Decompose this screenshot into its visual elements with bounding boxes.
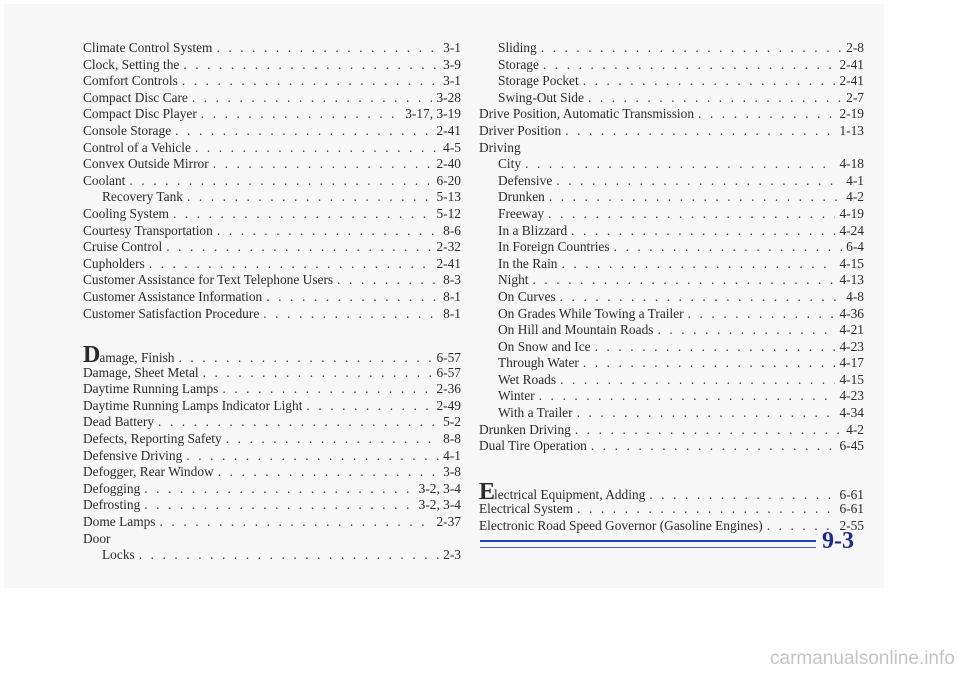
index-entry xyxy=(83,156,461,173)
index-entry-text: Dome Lamps xyxy=(83,514,156,530)
footer-rule-thick xyxy=(480,540,816,542)
index-entry xyxy=(479,123,864,140)
index-entry-text: Defogger, Rear Window xyxy=(83,464,214,480)
index-entry xyxy=(479,223,864,240)
index-entry-text: Electrical System xyxy=(479,501,574,517)
dot-leader xyxy=(173,206,433,223)
index-entry-text: Convex Outside Mirror xyxy=(83,156,209,172)
dot-leader xyxy=(149,256,433,273)
index-entry xyxy=(83,448,461,465)
index-entry xyxy=(83,140,461,157)
dot-leader xyxy=(583,355,836,372)
index-entry-text: On Grades While Towing a Trailer xyxy=(498,305,684,321)
watermark: carmanualsonline.info xyxy=(770,648,955,669)
index-entry-page: 6-4 xyxy=(846,239,864,255)
index-entry xyxy=(479,501,864,518)
index-entry xyxy=(479,173,864,190)
index-entry-text: Swing-Out Side xyxy=(498,89,584,105)
index-entry xyxy=(83,431,461,448)
dot-leader xyxy=(543,57,836,74)
index-entry-page: 4-2 xyxy=(846,189,864,205)
index-entry-page: 6-57 xyxy=(436,350,461,366)
index-entry xyxy=(479,518,864,535)
index-entry xyxy=(83,40,461,57)
index-entry xyxy=(83,497,461,514)
index-entry-page: 3-2, 3-4 xyxy=(418,497,461,513)
dot-leader xyxy=(657,322,835,339)
index-entry-text: Customer Satisfaction Procedure xyxy=(83,305,260,321)
dot-leader xyxy=(575,422,842,439)
dot-leader xyxy=(560,289,842,306)
index-entry-page: 3-8 xyxy=(443,464,461,480)
dot-leader xyxy=(183,57,439,74)
index-entry-title xyxy=(479,438,587,455)
index-entry-title xyxy=(498,405,573,422)
dot-leader xyxy=(595,339,836,356)
dot-leader xyxy=(565,123,835,140)
index-entry-page: 3-2, 3-4 xyxy=(418,480,461,496)
index-entry xyxy=(479,57,864,74)
index-entry-page: 6-57 xyxy=(436,364,461,380)
dot-leader xyxy=(144,497,414,514)
dot-leader xyxy=(688,306,836,323)
index-entry-text: Storage xyxy=(498,56,539,72)
index-entry-text: Locks xyxy=(102,547,135,563)
index-entry-text: Defensive xyxy=(498,172,553,188)
index-entry-page: 8-1 xyxy=(443,305,461,321)
dot-leader xyxy=(591,438,836,455)
index-entry-text: Sliding xyxy=(498,40,537,55)
index-entry xyxy=(479,206,864,223)
index-entry-title xyxy=(479,501,573,518)
dot-leader xyxy=(541,40,842,57)
dot-leader xyxy=(548,206,835,223)
dot-leader xyxy=(266,289,439,306)
index-entry-page: 3-9 xyxy=(443,56,461,72)
index-entry-title xyxy=(83,306,259,323)
index-entry-text: Climate Control System xyxy=(83,40,213,55)
index-entry-page: 5-12 xyxy=(436,205,461,221)
section-letter: D xyxy=(83,342,100,369)
index-entry-text: Customer Assistance for Text Telephone Users xyxy=(83,272,334,288)
index-entry xyxy=(83,123,461,140)
index-entry xyxy=(479,140,864,157)
dot-leader xyxy=(539,388,836,405)
index-entry-title xyxy=(83,514,156,531)
index-entry-page: 3-17, 3-19 xyxy=(405,106,461,122)
index-entry-title xyxy=(498,372,556,389)
index-entry-text: Through Water xyxy=(498,355,579,371)
dot-leader xyxy=(571,223,835,240)
index-entry xyxy=(83,531,461,548)
index-entry xyxy=(83,398,461,415)
index-entry-title xyxy=(83,123,171,140)
index-entry-page: 2-7 xyxy=(846,89,864,105)
index-entry xyxy=(479,306,864,323)
dot-leader xyxy=(577,501,835,518)
left-index-column xyxy=(83,40,461,564)
dot-leader xyxy=(577,405,836,422)
index-entry-title xyxy=(479,422,571,439)
right-index-column xyxy=(479,40,864,535)
index-entry-text: Compact Disc Care xyxy=(83,89,188,105)
index-entry-text: On Hill and Mountain Roads xyxy=(498,322,654,338)
index-entry-title xyxy=(83,481,140,498)
dot-leader xyxy=(222,381,432,398)
index-entry-text: Defects, Reporting Safety xyxy=(83,431,222,447)
index-entry xyxy=(479,355,864,372)
index-entry-page: 2-32 xyxy=(436,239,461,255)
index-entry-page: 4-17 xyxy=(839,355,864,371)
index-entry-text: On Snow and Ice xyxy=(498,338,591,354)
index-entry xyxy=(83,342,461,369)
index-entry xyxy=(479,438,864,455)
index-entry-title xyxy=(83,223,213,240)
index-entry-text: Console Storage xyxy=(83,122,172,138)
index-entry-title xyxy=(498,322,653,339)
index-entry-page: 2-36 xyxy=(436,381,461,397)
index-entry-page: 4-2 xyxy=(846,421,864,437)
dot-leader xyxy=(139,547,439,564)
index-entry-title xyxy=(83,398,302,415)
index-entry xyxy=(479,256,864,273)
index-entry-text: Cooling System xyxy=(83,205,169,221)
index-entry-page: 1-13 xyxy=(839,122,864,138)
index-entry-text: Electronic Road Speed Governor (Gasoline Engines) xyxy=(479,518,763,534)
index-entry xyxy=(479,40,864,57)
index-entry-text: Cupholders xyxy=(83,255,145,271)
index-entry-title xyxy=(83,448,182,465)
index-entry-title xyxy=(498,223,567,240)
index-entry xyxy=(479,372,864,389)
index-entry-title xyxy=(83,289,262,306)
index-entry-page: 2-41 xyxy=(839,56,864,72)
index-entry-page: 3-1 xyxy=(443,73,461,89)
index-entry xyxy=(479,106,864,123)
index-entry-title xyxy=(498,272,529,289)
dot-leader xyxy=(337,272,439,289)
index-entry-title xyxy=(498,173,552,190)
dot-leader xyxy=(201,106,401,123)
index-entry-title xyxy=(498,388,535,405)
index-entry-title xyxy=(83,497,140,514)
index-entry-page: 3-1 xyxy=(443,40,461,55)
dot-leader xyxy=(166,239,432,256)
index-entry-page: 2-40 xyxy=(436,156,461,172)
index-entry xyxy=(479,388,864,405)
dot-leader xyxy=(187,189,432,206)
index-entry xyxy=(83,223,461,240)
index-entry-title xyxy=(498,355,579,372)
index-entry-page: 2-37 xyxy=(436,514,461,530)
index-entry-text: In a Blizzard xyxy=(498,222,568,238)
dot-leader xyxy=(698,106,835,123)
index-entry xyxy=(479,322,864,339)
index-entry-text: Freeway xyxy=(498,205,545,221)
index-group-e xyxy=(479,478,864,535)
index-entry-title xyxy=(498,206,544,223)
index-entry-title xyxy=(83,106,197,123)
index-entry-page: 8-6 xyxy=(443,222,461,238)
index-group-d xyxy=(83,342,461,564)
dot-leader xyxy=(216,40,439,57)
index-entry-title xyxy=(83,365,199,382)
dot-leader xyxy=(226,431,439,448)
index-entry-page: 2-3 xyxy=(443,547,461,563)
index-entry-title xyxy=(102,189,183,206)
index-entry-title xyxy=(83,90,188,107)
index-entry xyxy=(479,405,864,422)
index-entry-page: 2-55 xyxy=(839,518,864,534)
dot-leader xyxy=(588,90,842,107)
index-entry-title xyxy=(479,518,763,535)
index-entry xyxy=(479,239,864,256)
dot-leader xyxy=(556,173,842,190)
index-entry-page: 2-41 xyxy=(436,255,461,271)
index-entry-text: On Curves xyxy=(498,288,556,304)
index-entry-page: 4-15 xyxy=(839,255,864,271)
index-entry-page: 5-13 xyxy=(436,189,461,205)
dot-leader xyxy=(562,256,836,273)
index-entry-title xyxy=(83,57,179,74)
index-entry-page: 4-18 xyxy=(839,156,864,172)
index-entry-page: 2-19 xyxy=(839,106,864,122)
index-entry-page: 4-24 xyxy=(839,222,864,238)
index-entry-text: With a Trailer xyxy=(498,405,573,421)
index-entry-page: 5-2 xyxy=(443,414,461,430)
index-entry-text: Courtesy Transportation xyxy=(83,222,213,238)
dot-leader xyxy=(129,173,432,190)
dot-leader xyxy=(182,73,439,90)
index-entry xyxy=(479,73,864,90)
index-entry-title xyxy=(83,414,154,431)
index-entry-page: 4-13 xyxy=(839,272,864,288)
index-entry xyxy=(83,106,461,123)
index-entry xyxy=(83,57,461,74)
dot-leader xyxy=(560,372,835,389)
index-entry-text: Drunken xyxy=(498,189,545,205)
index-entry-page: 4-23 xyxy=(839,338,864,354)
index-entry-text: Drive Position, Automatic Transmission xyxy=(479,106,695,122)
index-entry-title xyxy=(102,547,135,564)
index-entry-title xyxy=(479,123,561,140)
index-entry-page: 4-23 xyxy=(839,388,864,404)
index-entry-text: Dual Tire Operation xyxy=(479,438,587,454)
index-entry-text: Defrosting xyxy=(83,497,141,513)
index-entry-title xyxy=(498,306,684,323)
index-entry-text: Cruise Control xyxy=(83,239,163,255)
index-entry-text: City xyxy=(498,156,522,172)
dot-leader xyxy=(614,239,843,256)
index-entry-title xyxy=(498,239,610,256)
dot-leader xyxy=(192,90,433,107)
index-entry xyxy=(83,547,461,564)
index-entry-page: 4-1 xyxy=(846,172,864,188)
dot-leader xyxy=(263,306,439,323)
index-entry xyxy=(83,514,461,531)
index-entry xyxy=(83,73,461,90)
index-entry-text: lectrical Equipment, Adding xyxy=(494,486,646,502)
index-group-c xyxy=(83,40,461,322)
index-entry-text: Compact Disc Player xyxy=(83,106,197,122)
index-entry-text: Daytime Running Lamps Indicator Light xyxy=(83,397,303,413)
index-entry-title xyxy=(498,57,539,74)
index-entry-title xyxy=(498,156,521,173)
index-entry-title xyxy=(83,73,178,90)
index-entry-title xyxy=(83,381,218,398)
index-entry-title xyxy=(498,256,558,273)
index-entry-text: Winter xyxy=(498,388,535,404)
dot-leader xyxy=(533,272,836,289)
index-entry-title xyxy=(83,256,145,273)
dot-leader xyxy=(218,464,439,481)
index-entry xyxy=(479,422,864,439)
dot-leader xyxy=(175,123,432,140)
dot-leader xyxy=(583,73,836,90)
index-entry xyxy=(479,272,864,289)
index-entry-text: Comfort Controls xyxy=(83,73,178,89)
index-entry-page: 2-41 xyxy=(436,122,461,138)
page-number: 9-3 xyxy=(822,528,854,554)
index-entry-text: Drunken Driving xyxy=(479,421,571,437)
index-entry xyxy=(83,365,461,382)
index-entry-text: Coolant xyxy=(83,172,126,188)
index-entry-text: In Foreign Countries xyxy=(498,239,610,255)
index-entry-title xyxy=(83,531,111,546)
index-entry-page: 4-8 xyxy=(846,288,864,304)
index-entry-text: Wet Roads xyxy=(498,371,557,387)
index-entry-page: 4-15 xyxy=(839,371,864,387)
index-entry-text: Customer Assistance Information xyxy=(83,288,263,304)
index-entry xyxy=(479,478,864,505)
index-entry-page: 8-1 xyxy=(443,288,461,304)
index-entry-title xyxy=(498,90,584,107)
index-entry-title xyxy=(83,40,212,57)
index-entry-page: 2-8 xyxy=(846,40,864,55)
index-entry-title xyxy=(498,339,591,356)
index-entry-text: amage, Finish xyxy=(99,350,175,366)
dot-leader xyxy=(525,156,835,173)
index-entry-text: Damage, Sheet Metal xyxy=(83,364,199,380)
index-entry-title xyxy=(83,173,125,190)
index-entry-text: Recovery Tank xyxy=(102,189,183,205)
index-entry-text: Daytime Running Lamps xyxy=(83,381,219,397)
dot-leader xyxy=(144,481,414,498)
index-entry-text: Storage Pocket xyxy=(498,73,579,89)
index-entry-page: 2-49 xyxy=(436,397,461,413)
index-entry-text: Driving xyxy=(479,139,521,155)
index-entry-text: Dead Battery xyxy=(83,414,155,430)
footer-rule-thin xyxy=(480,547,816,548)
index-entry xyxy=(479,339,864,356)
index-entry-title xyxy=(83,206,169,223)
index-entry-title xyxy=(83,464,214,481)
index-entry xyxy=(479,189,864,206)
dot-leader xyxy=(213,156,433,173)
index-entry-text: Driver Position xyxy=(479,122,562,138)
index-entry-page: 4-1 xyxy=(443,447,461,463)
index-entry-text: Door xyxy=(83,530,111,546)
index-entry-title xyxy=(83,431,222,448)
dot-leader xyxy=(158,414,439,431)
index-entry xyxy=(83,173,461,190)
index-entry-title xyxy=(83,140,191,157)
index-entry-text: Night xyxy=(498,272,529,288)
index-entry xyxy=(83,289,461,306)
index-entry-page: 6-61 xyxy=(839,501,864,517)
index-entry xyxy=(83,189,461,206)
index-entry-text: In the Rain xyxy=(498,255,558,271)
index-entry-text: Clock, Setting the xyxy=(83,56,180,72)
index-entry-text: Control of a Vehicle xyxy=(83,139,191,155)
dot-leader xyxy=(195,140,439,157)
index-entry xyxy=(83,464,461,481)
index-entry xyxy=(83,239,461,256)
dot-leader xyxy=(160,514,433,531)
index-entry xyxy=(83,90,461,107)
index-entry-page: 4-36 xyxy=(839,305,864,321)
index-entry-title xyxy=(83,239,162,256)
index-entry-page: 3-28 xyxy=(436,89,461,105)
index-entry-title xyxy=(83,272,333,289)
index-entry-title xyxy=(83,156,209,173)
index-entry xyxy=(83,381,461,398)
index-entry-page: 8-3 xyxy=(443,272,461,288)
index-entry-text: Defogging xyxy=(83,480,141,496)
index-entry-page: 4-5 xyxy=(443,139,461,155)
index-entry-title xyxy=(479,140,521,155)
index-entry-title xyxy=(498,73,579,90)
index-entry-page: 4-19 xyxy=(839,205,864,221)
section-letter: E xyxy=(479,478,495,505)
index-entry xyxy=(83,414,461,431)
index-entry-title xyxy=(498,189,545,206)
index-entry-text: Defensive Driving xyxy=(83,447,183,463)
dot-leader xyxy=(186,448,439,465)
index-entry-page: 6-61 xyxy=(839,486,864,502)
index-entry-title xyxy=(498,40,537,57)
index-entry-page: 6-20 xyxy=(436,172,461,188)
index-entry-page: 8-8 xyxy=(443,431,461,447)
dot-leader xyxy=(203,365,433,382)
index-entry xyxy=(83,272,461,289)
index-entry xyxy=(479,156,864,173)
dot-leader xyxy=(217,223,439,240)
index-group-d-continued xyxy=(479,40,864,455)
index-entry xyxy=(83,206,461,223)
index-entry-page: 2-41 xyxy=(839,73,864,89)
dot-leader xyxy=(549,189,842,206)
index-entry-page: 4-34 xyxy=(839,405,864,421)
index-entry-page: 4-21 xyxy=(839,322,864,338)
index-entry xyxy=(479,90,864,107)
index-entry xyxy=(83,256,461,273)
index-entry xyxy=(83,481,461,498)
index-entry-title xyxy=(498,289,556,306)
dot-leader xyxy=(306,398,432,415)
index-entry xyxy=(83,306,461,323)
index-entry xyxy=(479,289,864,306)
index-entry-page: 6-45 xyxy=(839,438,864,454)
index-entry-title xyxy=(479,106,694,123)
